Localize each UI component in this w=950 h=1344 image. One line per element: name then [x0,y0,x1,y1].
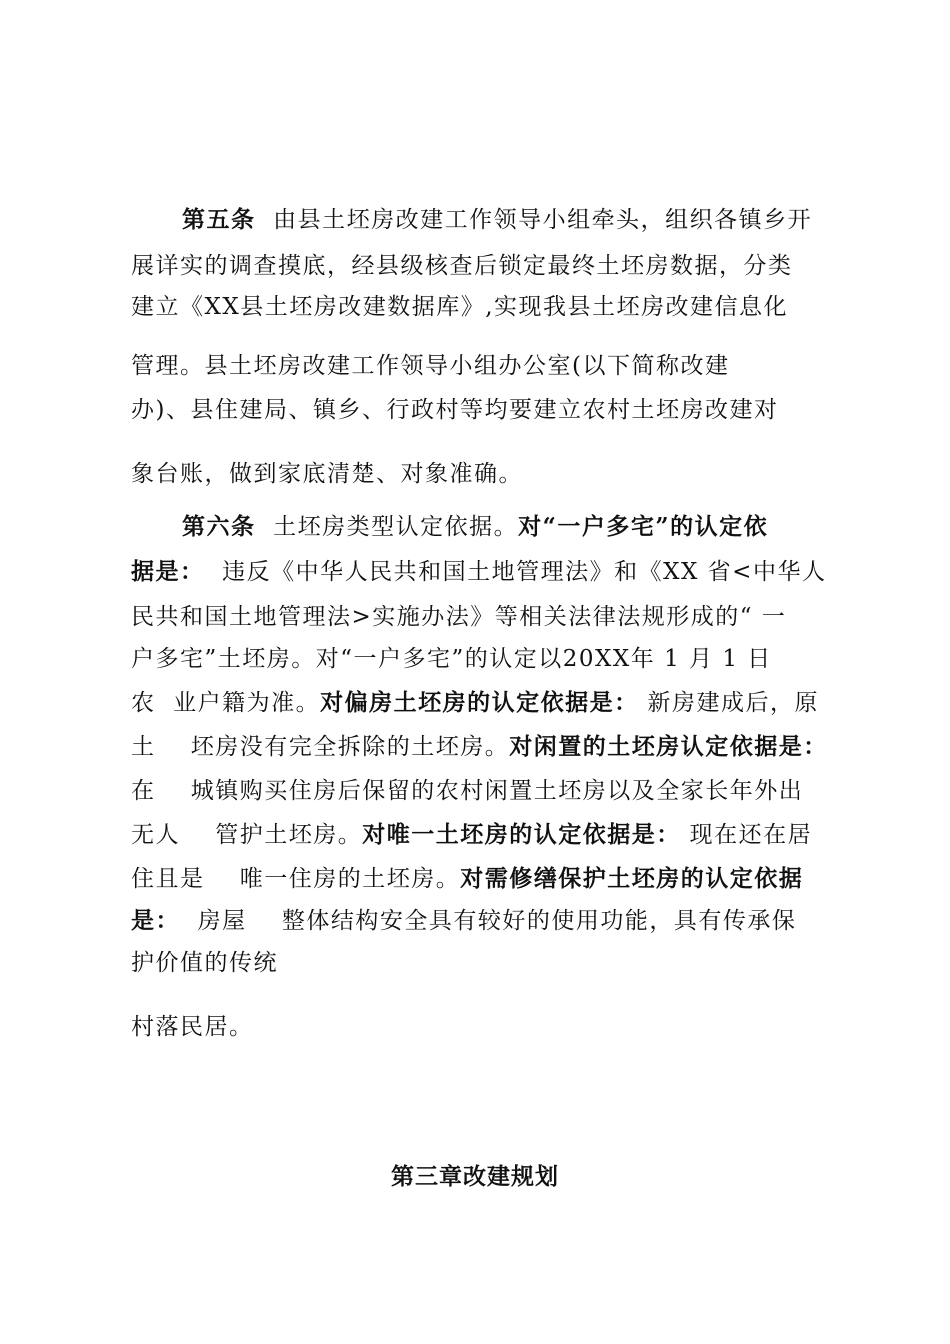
article-6-line-9: 住且是 唯一住房的土坯房。对需修缮保护土坯房的认定依据 [131,865,804,892]
chapter-heading: 第三章改建规划 [391,1164,559,1190]
article-5-line-1 [182,205,812,235]
article-6-line-8: 无人 管护土坯房。对唯一土坯房的认定依据是： 现在还在居 [131,821,813,848]
article-5-line-4: 管理。县土坯房改建工作领导小组办公室(以下简称改建 [131,353,730,379]
article-6-line-6: 土 坯房没有完全拆除的土坯房。对闲置的土坯房认定依据是： [131,733,828,760]
article-6-line-3: 民共和国土地管理法>实施办法》等相关法律法规形成的“ 一 [131,604,787,630]
article-6-line-11: 护价值的传统 [131,950,278,976]
article-5-line-6: 象台账，做到家底清楚、对象准确。 [131,461,523,487]
article-6-line-1: 第六条 土坯房类型认定依据。对“一户多宅”的认定依 [182,513,769,540]
article-5-line-2: 展详实的调查摸底，经县级核查后锁定最终土坯房数据，分类 [131,253,793,279]
article-6-line-4: 户多宅”土坯房。对“一户多宅”的认定以20XX年 1 月 1 日 [131,646,772,672]
article-6-line-2: 据是： 违反《中华人民共和国土地管理法》和《XX 省<中华人 [131,558,827,585]
article-5-line-3: 建立《XX县土坯房改建数据库》,实现我县土坯房改建信息化 [131,294,789,320]
article-6-line-10: 是： 房屋 整体结构安全具有较好的使用功能，具有传承保 [131,907,797,934]
article-6-line-12: 村落民居。 [131,1014,254,1040]
article-6-title: 第六条 [182,513,256,540]
article-6-line-7: 在 城镇购买住房后保留的农村闲置土坯房以及全家长年外出 [131,778,804,804]
article-5-title: 第五条 [182,206,256,233]
article-5-line-5: 办)、县住建局、镇乡、行政村等均要建立农村土坯房改建对 [131,397,779,423]
article-5-text: 由县土坯房改建工作领导小组牵头，组织各镇乡开 [273,207,813,233]
article-6-line-5: 农 业户籍为准。对偏房土坯房的认定依据是： 新房建成后，原 [131,689,819,716]
